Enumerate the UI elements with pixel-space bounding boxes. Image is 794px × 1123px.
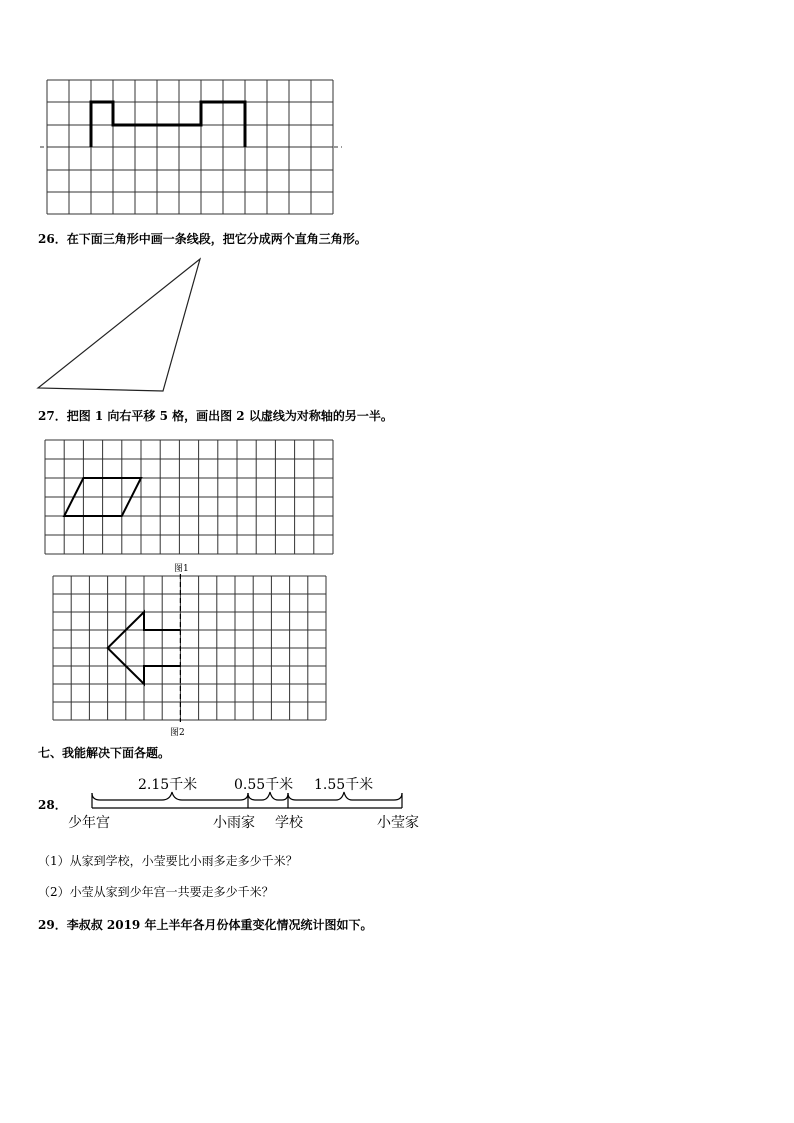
q27-number: 27． xyxy=(38,409,67,423)
q29-text: 李叔叔 2019 年上半年各月份体重变化情况统计图如下。 xyxy=(66,918,373,932)
q28-number: 28． xyxy=(38,798,67,812)
q26-number: 26． xyxy=(38,232,67,246)
q26-text: 在下面三角形中画一条线段，把它分成两个直角三角形。 xyxy=(66,232,367,246)
figure1-caption: 图1 xyxy=(174,564,189,574)
place-xiaoying-home: 小莹家 xyxy=(377,815,419,831)
q29-number: 29． xyxy=(38,918,67,932)
segment-label-3: 1.55千米 xyxy=(314,777,374,793)
section-title: 七、我能解决下面各题。 xyxy=(38,746,171,760)
q28-part2: （2）小莹从家到少年宫一共要走多少千米？ xyxy=(38,885,274,899)
figure2-caption: 图2 xyxy=(170,728,185,738)
q28-part1: （1）从家到学校，小莹要比小雨多走多少千米？ xyxy=(38,854,298,868)
segment-label-1: 2.15千米 xyxy=(138,777,198,793)
q27-text: 把图 1 向右平移 5 格，画出图 2 以虚线为对称轴的另一半。 xyxy=(66,409,393,423)
place-youth-palace: 少年宫 xyxy=(68,815,110,831)
place-school: 学校 xyxy=(275,815,303,831)
segment-label-2: 0.55千米 xyxy=(234,777,294,793)
place-xiaoyu-home: 小雨家 xyxy=(213,815,255,831)
